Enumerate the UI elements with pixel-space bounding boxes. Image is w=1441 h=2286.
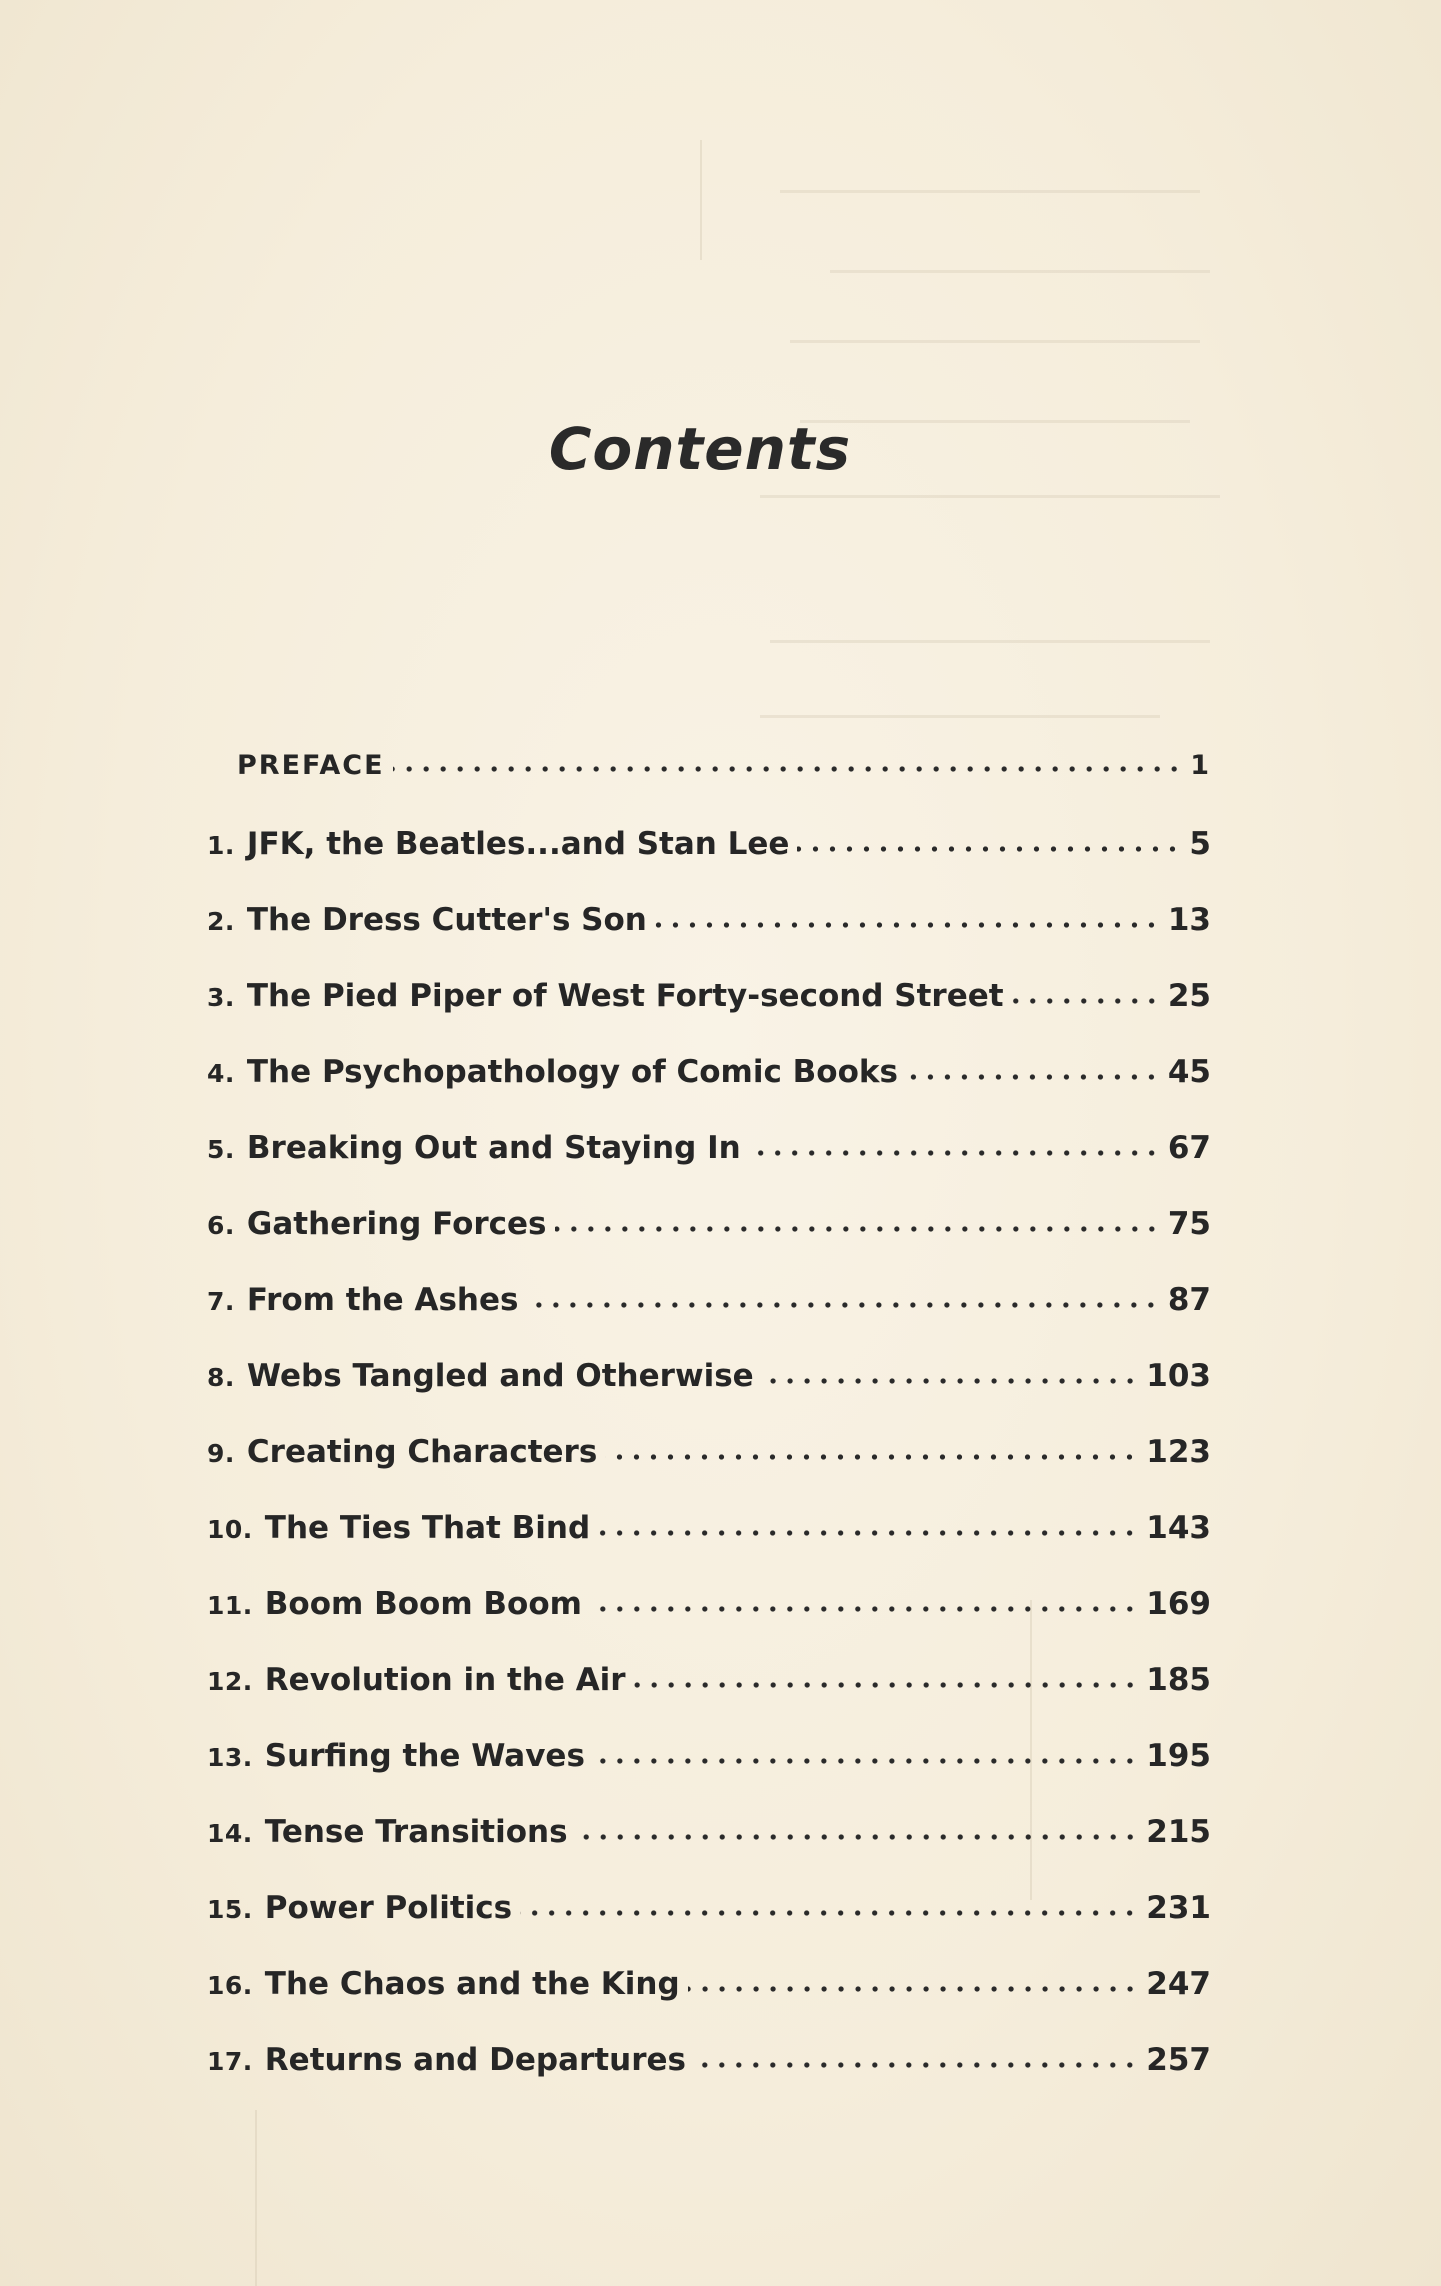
dot-leader: [749, 1150, 1160, 1156]
dot-leader: [593, 1758, 1138, 1764]
chapter-title: The Dress Cutter's Son: [246, 902, 647, 938]
chapter-title: Tense Transitions: [264, 1814, 568, 1850]
chapter-number: 2.: [207, 907, 235, 936]
dot-leader: [526, 1302, 1159, 1308]
show-through-mark: [790, 340, 1200, 343]
chapter-number: 15.: [207, 1895, 253, 1924]
chapter-number: 7.: [207, 1287, 235, 1316]
chapter-number: 9.: [207, 1439, 235, 1468]
chapter-number: 12.: [207, 1667, 253, 1696]
dot-leader: [393, 766, 1183, 772]
page-number: 257: [1146, 2042, 1211, 2078]
page-number: 247: [1146, 1966, 1211, 2002]
page-number: 169: [1146, 1586, 1211, 1622]
toc-entry: [207, 1890, 1211, 1966]
dot-leader: [605, 1454, 1138, 1460]
chapter-number: 11.: [207, 1591, 253, 1620]
chapter-title: JFK, the Beatles...and Stan Lee: [246, 826, 790, 862]
chapter-title: From the Ashes: [246, 1282, 519, 1318]
dot-leader: [590, 1606, 1138, 1612]
dot-leader: [797, 846, 1181, 852]
dot-leader: [576, 1834, 1139, 1840]
toc-entry-preface: [207, 750, 1211, 826]
chapter-title: Gathering Forces: [246, 1206, 547, 1242]
toc-entry: [207, 1282, 1211, 1358]
page-number: 1: [1190, 750, 1211, 781]
page-number: 13: [1167, 902, 1211, 938]
chapter-number: 8.: [207, 1363, 235, 1392]
chapter-number: 3.: [207, 983, 235, 1012]
dot-leader: [634, 1682, 1139, 1688]
show-through-mark: [780, 190, 1200, 193]
page-number: 87: [1167, 1282, 1211, 1318]
toc-entry: [207, 826, 1211, 902]
page-number: 123: [1146, 1434, 1211, 1470]
show-through-mark: [830, 270, 1210, 273]
dot-leader: [555, 1226, 1160, 1232]
toc-entry: [207, 1738, 1211, 1814]
chapter-title: Webs Tangled and Otherwise: [246, 1358, 754, 1394]
chapter-number: 17.: [207, 2047, 253, 2076]
chapter-title: The Ties That Bind: [264, 1510, 591, 1546]
page-title: Contents: [548, 415, 852, 483]
toc-entry: [207, 1206, 1211, 1282]
toc-entry: [207, 2042, 1211, 2118]
show-through-mark: [760, 715, 1160, 718]
chapter-title: Creating Characters: [246, 1434, 598, 1470]
chapter-title: Power Politics: [264, 1890, 513, 1926]
dot-leader: [762, 1378, 1139, 1384]
toc-entry: [207, 1966, 1211, 2042]
toc-entry: [207, 1434, 1211, 1510]
chapter-number: 16.: [207, 1971, 253, 2000]
show-through-mark: [760, 495, 1220, 498]
toc-entry: [207, 1586, 1211, 1662]
page-number: 143: [1146, 1510, 1211, 1546]
chapter-title: The Chaos and the King: [264, 1966, 680, 2002]
toc-entry: [207, 1358, 1211, 1434]
page-number: 5: [1189, 826, 1211, 862]
chapter-title: The Psychopathology of Comic Books: [246, 1054, 898, 1090]
show-through-mark: [255, 2110, 257, 2286]
toc-entry: [207, 978, 1211, 1054]
show-through-mark: [700, 140, 702, 260]
show-through-mark: [770, 640, 1210, 643]
page-number: 45: [1167, 1054, 1211, 1090]
page-number: 195: [1146, 1738, 1211, 1774]
dot-leader: [694, 2062, 1138, 2068]
chapter-number: 5.: [207, 1135, 235, 1164]
page-number: 231: [1146, 1890, 1211, 1926]
dot-leader: [906, 1074, 1160, 1080]
chapter-number: 4.: [207, 1059, 235, 1088]
dot-leader: [655, 922, 1160, 928]
toc-entry: [207, 902, 1211, 978]
dot-leader: [688, 1986, 1139, 1992]
page-number: 67: [1167, 1130, 1211, 1166]
chapter-title: Boom Boom Boom: [264, 1586, 582, 1622]
page-number: 25: [1167, 978, 1211, 1014]
chapter-number: 1.: [207, 831, 235, 860]
toc-entry: [207, 1662, 1211, 1738]
chapter-number: 10.: [207, 1515, 253, 1544]
toc-entry: [207, 1510, 1211, 1586]
table-of-contents: [207, 750, 1211, 2118]
chapter-number: 13.: [207, 1743, 253, 1772]
chapter-title: Returns and Departures: [264, 2042, 686, 2078]
chapter-number: 6.: [207, 1211, 235, 1240]
toc-entry: [207, 1814, 1211, 1890]
page-number: 103: [1146, 1358, 1211, 1394]
chapter-title: Breaking Out and Staying In: [246, 1130, 741, 1166]
chapter-number: 14.: [207, 1819, 253, 1848]
toc-entry: [207, 1054, 1211, 1130]
dot-leader: [1012, 998, 1160, 1004]
chapter-title: Surfing the Waves: [264, 1738, 585, 1774]
chapter-title: The Pied Piper of West Forty-second Street: [246, 978, 1004, 1014]
toc-entry: [207, 1130, 1211, 1206]
page-number: 215: [1146, 1814, 1211, 1850]
chapter-title: Revolution in the Air: [264, 1662, 626, 1698]
dot-leader: [598, 1530, 1138, 1536]
page-number: 185: [1146, 1662, 1211, 1698]
page-number: 75: [1167, 1206, 1211, 1242]
chapter-title: PREFACE: [237, 750, 385, 781]
dot-leader: [520, 1910, 1138, 1916]
